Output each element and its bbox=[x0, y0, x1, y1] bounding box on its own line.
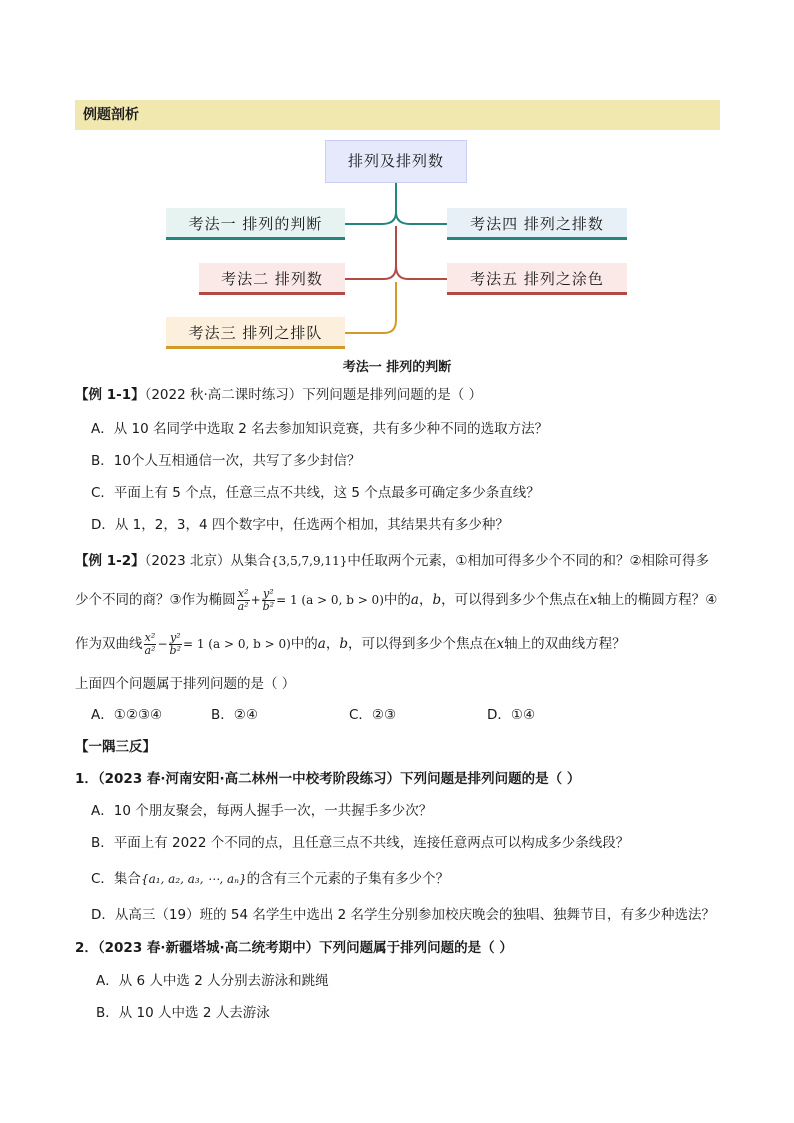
hyperbola-condition: = 1 (a > 0, b > 0) bbox=[182, 637, 291, 651]
example-1-2-text-2a: 少个不同的商？③作为椭圆 bbox=[75, 592, 236, 608]
example-1-2-line-2: 少个不同的商？③作为椭圆 $\frac{\text{x²}}{\text{a²}}$ + $\frac{\text{y²}}{\text{b²}}$ = 1 (a > 0, b > 0)中的a，b，可以得到多少个焦点在x轴上的椭圆方程？④ bbox=[75, 586, 718, 613]
section-title-bar bbox=[75, 100, 720, 130]
practice-2-option-a: A．从 6 人中选 2 人分别去游泳和跳绳 bbox=[96, 973, 329, 989]
example-1-1-option-a: A．从 10 名同学中选取 2 名去参加知识竞赛，共有多少种不同的选取方法？ bbox=[91, 421, 549, 437]
example-1-1-stem bbox=[75, 386, 482, 404]
connector-4 bbox=[396, 212, 447, 224]
practice-title: 【一隅三反】 bbox=[75, 739, 156, 755]
example-1-2-option-b: B．②④ bbox=[211, 707, 258, 723]
mindmap-node-method-5: 考法五 排列之涂色 bbox=[447, 263, 627, 295]
example-1-1-option-b: B．10个人互相通信一次，共写了多少封信？ bbox=[91, 453, 361, 469]
section-title: 例题剖析 bbox=[83, 107, 139, 123]
mindmap-node-method-1: 考法一 排列的判断 bbox=[166, 208, 345, 240]
practice-1-set: {a₁, a₂, a₃, ⋯, aₙ} bbox=[140, 872, 247, 886]
subsection-title: 考法一 排列的判断 bbox=[342, 360, 452, 375]
example-1-2-line-1 bbox=[75, 552, 709, 570]
practice-1-stem: 1．（2023 春·河南安阳·高二林州一中校考阶段练习）下列问题是排列问题的是（ ） bbox=[75, 771, 581, 787]
hyperbola-frac-y: $\frac{\text{y²}}{\text{b²}}$ bbox=[169, 630, 181, 657]
connector-5 bbox=[396, 266, 447, 279]
example-1-2-option-d: D．①④ bbox=[487, 707, 536, 723]
connector-1 bbox=[345, 212, 396, 224]
example-1-2-question: 上面四个问题属于排列问题的是（ ） bbox=[75, 676, 296, 692]
connector-2 bbox=[345, 226, 396, 279]
practice-2-stem: 2．（2023 春·新疆塔城·高二统考期中）下列问题属于排列问题的是（ ） bbox=[75, 940, 513, 956]
practice-1-option-d: D．从高三（19）班的 54 名学生中选出 2 名学生分别参加校庆晚会的独唱、独舞节目，有多少种选法？ bbox=[91, 907, 716, 923]
mindmap-node-method-3: 考法三 排列之排队 bbox=[166, 317, 345, 349]
ellipse-frac-x: $\frac{\text{x²}}{\text{a²}}$ bbox=[237, 586, 249, 613]
example-1-1-option-c: C．平面上有 5 个点，任意三点不共线，这 5 个点最多可确定多少条直线？ bbox=[91, 485, 540, 501]
mindmap-node-method-2: 考法二 排列数 bbox=[199, 263, 345, 295]
mindmap-connectors bbox=[0, 0, 794, 400]
example-1-2-label: 【例 1-2】 bbox=[75, 553, 145, 569]
practice-1-option-b: B．平面上有 2022 个不同的点，且任意三点不共线，连接任意两点可以构成多少条线段？ bbox=[91, 835, 630, 851]
mindmap-center: 排列及排列数 bbox=[325, 140, 467, 183]
example-1-2-text-1b: 中任取两个元素，①相加可得多少个不同的和？②相除可得多 bbox=[347, 553, 710, 569]
practice-1-option-a: A．10 个朋友聚会，每两人握手一次，一共握手多少次？ bbox=[91, 803, 433, 819]
example-1-1-option-d: D．从 1，2，3，4 四个数字中，任选两个相加，其结果共有多少种？ bbox=[91, 517, 509, 533]
practice-2-option-b: B．从 10 人中选 2 人去游泳 bbox=[96, 1005, 270, 1021]
connector-3 bbox=[345, 282, 396, 333]
ellipse-frac-y: $\frac{\text{y²}}{\text{b²}}$ bbox=[262, 586, 275, 613]
hyperbola-frac-x: $\frac{\text{x²}}{\text{a²}}$ bbox=[144, 630, 156, 657]
example-1-2-line-3: 作为双曲线 $\frac{\text{x²}}{\text{a²}}$ − $\frac{\text{y²}}{\text{b²}}$ = 1 (a > 0, b > 0)中的a，b，可以得到多少个焦点在x轴上的双曲线方程？ bbox=[75, 630, 626, 657]
example-1-2-option-c: C．②③ bbox=[349, 707, 397, 723]
mindmap-node-method-4: 考法四 排列之排数 bbox=[447, 208, 627, 240]
example-1-1-label: 【例 1-1】 bbox=[75, 387, 145, 403]
example-1-1-source: （2022 秋·高二课时练习）下列问题是排列问题的是（ ） bbox=[144, 387, 483, 403]
example-1-2-option-a: A．①②③④ bbox=[91, 707, 163, 723]
example-1-2-text-1a: （2023 北京）从集合 bbox=[144, 553, 271, 569]
practice-1-option-c: C．集合{a₁, a₂, a₃, ⋯, aₙ}的含有三个元素的子集有多少个？ bbox=[91, 871, 450, 887]
ellipse-condition: = 1 (a > 0, b > 0) bbox=[276, 593, 384, 607]
example-1-2-set: {3,5,7,9,11} bbox=[271, 554, 348, 568]
